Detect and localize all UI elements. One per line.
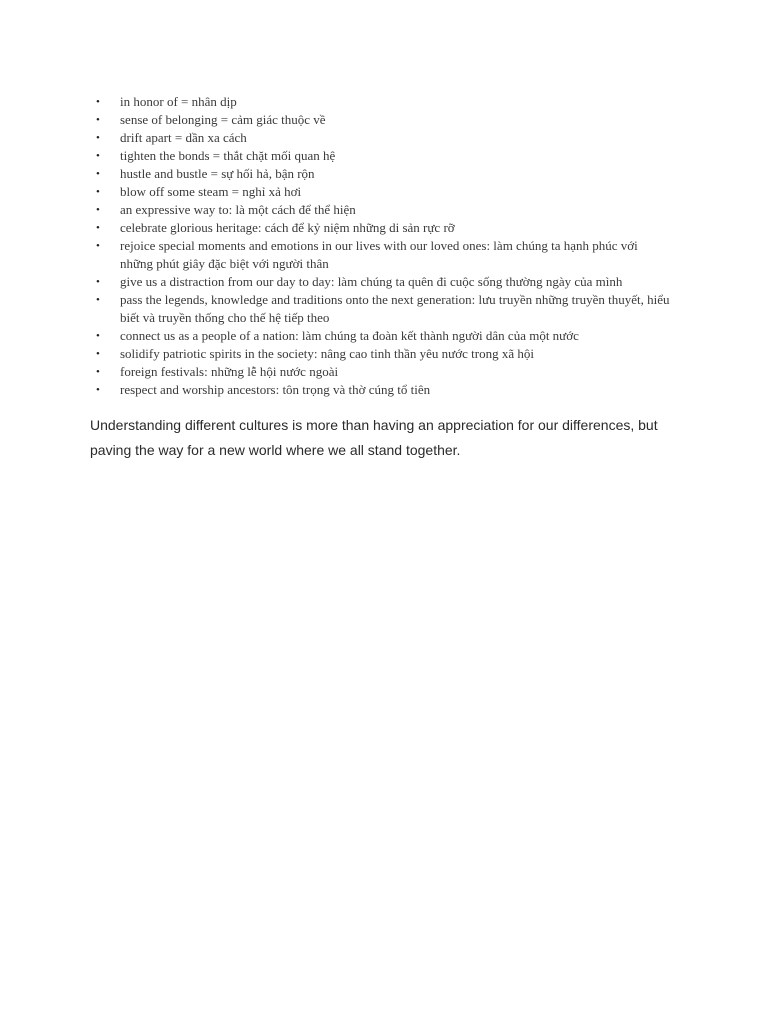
list-item-text: drift apart = dần xa cách (120, 130, 247, 145)
list-item (92, 111, 672, 129)
bullet-icon: • (96, 384, 100, 396)
list-item-text: an expressive way to: là một cách để thể hiện (120, 202, 356, 217)
list-item-text: tighten the bonds = thắt chặt mối quan hệ (120, 148, 336, 163)
bullet-icon: • (96, 132, 100, 144)
bullet-icon: • (96, 96, 100, 108)
list-item-text: solidify patriotic spirits in the society: nâng cao tinh thần yêu nước trong xã hội (120, 346, 534, 361)
list-item (92, 273, 672, 291)
bullet-icon: • (96, 168, 100, 180)
list-item-text: respect and worship ancestors: tôn trọng và thờ cúng tổ tiên (120, 382, 431, 397)
list-item (92, 291, 672, 327)
bullet-icon: • (96, 348, 100, 360)
bullet-icon: • (96, 186, 100, 198)
closing-paragraph: Understanding different cultures is more than having an appreciation for our differences, but paving the way for a new world where we all stand together. (90, 417, 658, 458)
list-item (92, 327, 672, 345)
list-item (92, 165, 672, 183)
list-item-text: connect us as a people of a nation: làm chúng ta đoàn kết thành người dân của một nước (120, 328, 579, 343)
list-item-text: give us a distraction from our day to day: làm chúng ta quên đi cuộc sống thường ngày của mình (120, 274, 623, 289)
bullet-icon: • (96, 276, 100, 288)
bullet-icon: • (96, 294, 100, 306)
list-item-text: foreign festivals: những lễ hội nước ngoài (120, 364, 339, 379)
bullet-icon: • (96, 240, 100, 252)
list-item (92, 219, 672, 237)
list-item (92, 93, 672, 111)
list-item (92, 237, 672, 273)
list-item (92, 381, 672, 399)
bullet-icon: • (96, 366, 100, 378)
list-item-text: in honor of = nhân dịp (120, 94, 237, 109)
list-item-text: rejoice special moments and emotions in our lives with our loved ones: làm chúng ta hạnh phúc với những phút giây đặc biệt với người thân (120, 238, 638, 271)
list-item-text: sense of belonging = cảm giác thuộc về (120, 112, 326, 127)
list-item-text: celebrate glorious heritage: cách để kỷ niệm những di sản rực rỡ (120, 220, 455, 235)
bullet-icon: • (96, 330, 100, 342)
bullet-icon: • (96, 114, 100, 126)
list-item (92, 345, 672, 363)
list-item (92, 201, 672, 219)
bullet-icon: • (96, 204, 100, 216)
list-item (92, 147, 672, 165)
bullet-icon: • (96, 222, 100, 234)
bullet-icon: • (96, 150, 100, 162)
list-item-text: pass the legends, knowledge and traditions onto the next generation: lưu truyền những truyền thuyết, hiểu biết và truyền thống cho thế hệ tiếp theo (120, 292, 670, 325)
list-item (92, 363, 672, 381)
list-item-text: hustle and bustle = sự hối hả, bận rộn (120, 166, 315, 181)
list-item (92, 129, 672, 147)
vocabulary-list (92, 93, 672, 399)
list-item (92, 183, 672, 201)
list-item-text: blow off some steam = nghỉ xả hơi (120, 184, 302, 199)
